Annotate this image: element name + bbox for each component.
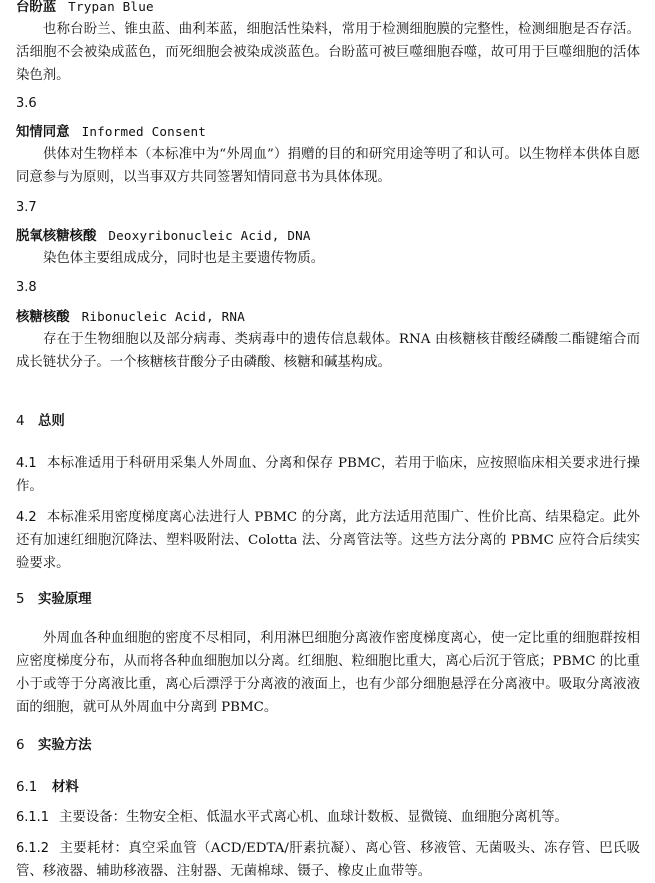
term-en: Ribonucleic Acid, RNA: [81, 309, 245, 324]
term-en: Trypan Blue: [68, 0, 154, 14]
clause-text: 主要设备：生物安全柜、低温水平式离心机、血球计数板、显微镜、血细胞分离机等。: [59, 810, 568, 825]
term-heading-dna: [16, 224, 640, 248]
term-en: Deoxyribonucleic Acid, DNA: [108, 228, 311, 243]
term-definition-trypan-blue: 也称台盼兰、锥虫蓝、曲利苯蓝，细胞活性染料，常用于检测细胞膜的完整性，检测细胞是否存活。活细胞不会被染成蓝色，而死细胞会被染成淡蓝色。台盼蓝可被巨噬细胞吞噬，故可用于巨噬细胞的活体染色剂。: [16, 22, 640, 83]
section-title: 实验方法: [38, 738, 92, 753]
term-cn: 脱氧核糖核酸: [16, 228, 97, 244]
clause-text: 主要耗材：真空采血管（ACD/EDTA/肝素抗凝）、离心管、移液管、无菌吸头、冻存管、巴氏吸管、移液器、辅助移液器、注射器、无菌棉球、镊子、橡皮止血带等。: [16, 841, 640, 879]
term-en: Informed Consent: [81, 124, 207, 139]
section-number: 6: [16, 738, 25, 753]
term-cn: 核糖核酸: [16, 309, 70, 325]
term-heading-trypan-blue: [16, 0, 640, 19]
section-heading-6: [16, 734, 640, 757]
term-definition-dna: 染色体主要组成成分，同时也是主要遗传物质。: [43, 251, 325, 266]
clause-6-1-2: [16, 837, 640, 883]
term-definition-rna: 存在于生物细胞以及部分病毒、类病毒中的遗传信息载体。RNA 由核糖核苷酸经磷酸二酯键缩合而成长链状分子。一个核糖核苷酸分子由磷酸、核糖和碱基构成。: [16, 332, 640, 370]
clause-text: 本标准适用于科研用采集人外周血、分离和保存 PBMC，若用于临床，应按照临床相关要求进行操作。: [16, 456, 640, 494]
section-title: 总则: [38, 414, 65, 429]
clause-number-3-8: 3.8: [16, 280, 37, 295]
clause-number: 6.1.2: [16, 841, 50, 856]
clause-number-3-6: 3.6: [16, 96, 37, 111]
clause-number: 4.1: [16, 456, 37, 471]
section-number: 5: [16, 592, 25, 607]
clause-number: 6.1.1: [16, 810, 50, 825]
clause-text: 本标准采用密度梯度离心法进行人 PBMC 的分离，此方法适用范围广、性价比高、结果稳定。此外还有加速红细胞沉降法、塑料吸附法、Colotta 法、分离管法等。这些方法分离的 PBMC 应符合后续实验要求。: [16, 510, 640, 571]
term-cn: 台盼蓝: [16, 0, 57, 15]
clause-4-1: [16, 452, 640, 498]
clause-6-1-1: [16, 806, 640, 829]
term-definition-informed-consent: 供体对生物样本（本标准中为“外周血”）捐赠的目的和研究用途等明了和认可。以生物样本供体自愿同意参与为原则，以当事双方共同签署知情同意书为具体体现。: [16, 147, 640, 185]
section-heading-4: [16, 410, 640, 433]
clause-4-2: [16, 506, 640, 575]
clause-number: 4.2: [16, 510, 37, 525]
subsection-heading-6-1: [16, 776, 640, 799]
subsection-title: 材料: [52, 780, 79, 795]
term-cn: 知情同意: [16, 124, 70, 140]
term-heading-informed-consent: [16, 120, 640, 144]
term-heading-rna: [16, 305, 640, 329]
section-heading-5: [16, 588, 640, 611]
principle-paragraph: 外周血各种血细胞的密度不尽相同，利用淋巴细胞分离液作密度梯度离心，使一定比重的细胞群按相应密度梯度分布，从而将各种血细胞加以分离。红细胞、粒细胞比重大，离心后沉于管底；PBMC 的比重小于或等于分离液比重，离心后漂浮于分离液的液面上，也有少部分细胞悬浮在分离液中。吸取分离液液面的细胞，就可从外周血中分离到 PBMC。: [16, 631, 640, 715]
section-title: 实验原理: [38, 592, 92, 607]
clause-number-3-7: 3.7: [16, 200, 37, 215]
section-number: 4: [16, 414, 25, 429]
subsection-number: 6.1: [16, 780, 38, 795]
